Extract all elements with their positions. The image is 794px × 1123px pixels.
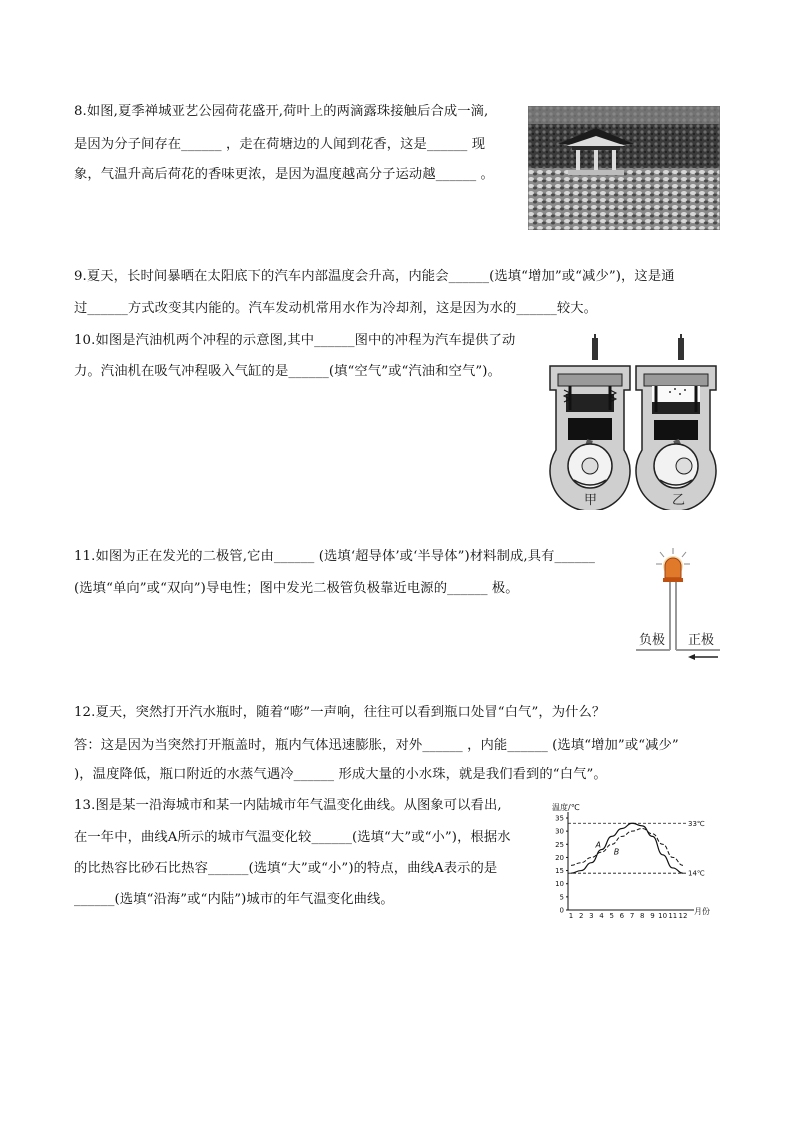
chart-series-label-A: A (595, 840, 602, 850)
q13-line-1: 13.图是某一沿海城市和某一内陆城市年气温变化曲线。从图象可以看出, (74, 798, 502, 813)
lotus-park-photo (528, 106, 720, 230)
chart-y-tick-label: 35 (555, 814, 564, 823)
chart-y-tick-label: 20 (555, 853, 564, 862)
q12-line-2: 答：这是因为当突然打开瓶盖时，瓶内气体迅速膨胀，对外______ ，内能______ (选填“增加”或“减少” (74, 738, 679, 753)
q8-line-3: 象，气温升高后荷花的香味更浓，是因为温度越高分子运动越______ 。 (74, 167, 494, 182)
chart-y-tick-label: 30 (555, 827, 564, 836)
engine-strokes-figure (544, 334, 728, 510)
chart-y-tick-label: 15 (555, 867, 564, 876)
engine-right (636, 334, 716, 510)
chart-x-ticks (569, 912, 688, 920)
chart-x-tick-label: 9 (650, 912, 655, 920)
q8-line-1: 8.如图,夏季禅城亚艺公园荷花盛开,荷叶上的两滴露珠接触后合成一滴, (74, 104, 489, 119)
chart-reference-lines (568, 820, 705, 878)
led-diode-figure (632, 546, 724, 662)
negative-terminal-label: 负极 (639, 633, 666, 648)
engine-label-left: 甲 (584, 493, 598, 508)
q8-line-2: 是因为分子间存在______ ，走在荷塘边的人闻到花香，这是______ 现 (74, 137, 486, 152)
chart-series-label-B: B (613, 847, 620, 857)
current-direction-arrow-icon (688, 654, 718, 660)
q9-line-1: 9.夏天，长时间暴晒在太阳底下的汽车内部温度会升高，内能会______(选填“增加”或“减少”)，这是通 (74, 269, 675, 284)
chart-axes (568, 812, 694, 910)
q13-line-4: ______(选填“沿海”或“内陆”)城市的年气温变化曲线。 (74, 892, 394, 907)
temperature-chart (546, 798, 726, 922)
chart-x-tick-label: 7 (629, 912, 635, 920)
chart-ylabel: 温度/℃ (552, 803, 580, 812)
chart-y-tick-label: 25 (555, 840, 564, 849)
chart-x-tick-label: 4 (599, 912, 604, 920)
engine-label-right: 乙 (672, 493, 686, 508)
chart-series-line-B (571, 829, 683, 866)
chart-x-tick-label: 2 (578, 912, 584, 920)
chart-y-tick-label: 10 (555, 880, 564, 889)
chart-xlabel: 月份 (694, 907, 710, 916)
chart-x-tick-label: 12 (678, 912, 688, 920)
chart-series (571, 823, 683, 873)
positive-terminal-label: 正极 (688, 633, 715, 648)
chart-x-tick-label: 11 (668, 912, 678, 920)
chart-y-tick-label: 5 (559, 893, 564, 902)
chart-y-tick-label: 0 (559, 906, 564, 915)
q12-line-1: 12.夏天，突然打开汽水瓶时，随着“嘭”一声响，往往可以看到瓶口处冒“白气”，为什么？ (74, 705, 606, 720)
chart-x-tick-label: 5 (609, 912, 614, 920)
chart-x-tick-label: 1 (568, 912, 574, 920)
engine-left (550, 334, 630, 510)
chart-reference-label: 14℃ (688, 869, 705, 878)
q9-line-2: 过______方式改变其内能的。汽车发动机常用水作为冷却剂，这是因为水的______较大。 (74, 301, 598, 316)
chart-x-tick-label: 6 (619, 912, 625, 920)
q10-line-2: 力。汽油机在吸气冲程吸入气缸的是______(填“空气”或“汽油和空气”)。 (74, 364, 501, 379)
q12-line-3: )，温度降低，瓶口附近的水蒸气遇冷______ 形成大量的小水珠，就是我们看到的“白气”。 (74, 767, 607, 782)
q11-line-1: 11.如图为正在发光的二极管,它由______ (选填‘超导体’或‘半导体”)材料制成,具有______ (74, 549, 595, 564)
chart-x-tick-label: 8 (640, 912, 645, 920)
q13-line-3: 的比热容比砂石比热容______(选填“大”或“小”)的特点，曲线A表示的是 (74, 861, 498, 876)
chart-x-tick-label: 10 (658, 912, 668, 920)
q10-line-1: 10.如图是汽油机两个冲程的示意图,其中______图中的冲程为汽车提供了动 (74, 333, 516, 348)
chart-x-tick-label: 3 (589, 912, 594, 920)
q11-line-2: (选填“单向”或“双向”)导电性；图中发光二极管负极靠近电源的______ 极。 (74, 581, 519, 596)
chart-y-ticks (555, 815, 568, 915)
q13-line-2: 在一年中，曲线A所示的城市气温变化较______(选填“大”或“小”)，根据水 (74, 830, 511, 845)
chart-reference-label: 33℃ (688, 819, 705, 828)
